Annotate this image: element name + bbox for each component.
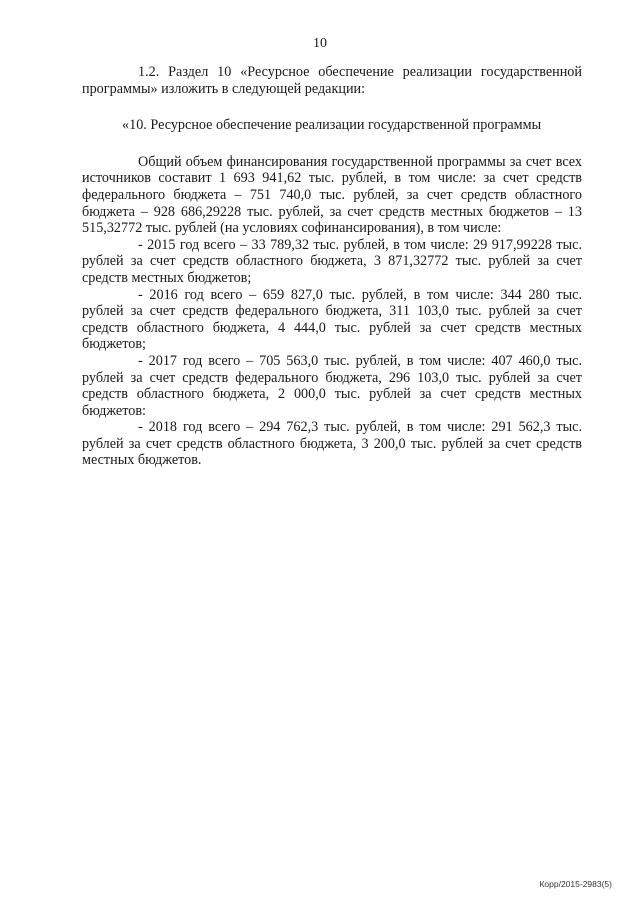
page-number: 10: [313, 36, 327, 51]
summary-paragraph: Общий объем финансирования государственной программы за счет всех источников составит 1 693 941,62 тыс. рублей, в том числе: за счет средств федерального бюджета – 751 740,0 тыс. рублей, за счет средств областного бюджета – 928 686,29228 тыс. рублей, за счет средств местных бюджетов – 13 515,32772 тыс. рублей (на условиях софинансирования), в том числе:: [82, 153, 582, 237]
document-body: [82, 64, 582, 469]
intro-paragraph: 1.2. Раздел 10 «Ресурсное обеспечение реализации государственной программы» изложить в следующей редакции:: [82, 64, 582, 97]
section-heading: «10. Ресурсное обеспечение реализации государственной программы: [122, 117, 542, 134]
year-item-2018: - 2018 год всего – 294 762,3 тыс. рублей, в том числе: 291 562,3 тыс. рублей за счет средств областного бюджета, 3 200,0 тыс. рублей за счет средств местных бюджетов.: [82, 419, 582, 469]
year-item-2015: - 2015 год всего – 33 789,32 тыс. рублей, в том числе: 29 917,99228 тыс. рублей за счет средств областного бюджета, 3 871,32772 тыс. рублей за счет средств местных бюджетов;: [82, 236, 582, 286]
year-item-2016: - 2016 год всего – 659 827,0 тыс. рублей, в том числе: 344 280 тыс. рублей за счет средств федерального бюджета, 311 103,0 тыс. рублей за счет средств областного бюджета, 4 444,0 тыс. рублей за счет средств местных бюджетов;: [82, 286, 582, 353]
footer-document-code: Корр/2015-2983(5): [539, 879, 612, 890]
year-item-2017: - 2017 год всего – 705 563,0 тыс. рублей, в том числе: 407 460,0 тыс. рублей за счет средств федерального бюджета, 296 103,0 тыс. рублей за счет средств областного бюджета, 2 000,0 тыс. рублей за счет средств местных бюджетов:: [82, 352, 582, 419]
